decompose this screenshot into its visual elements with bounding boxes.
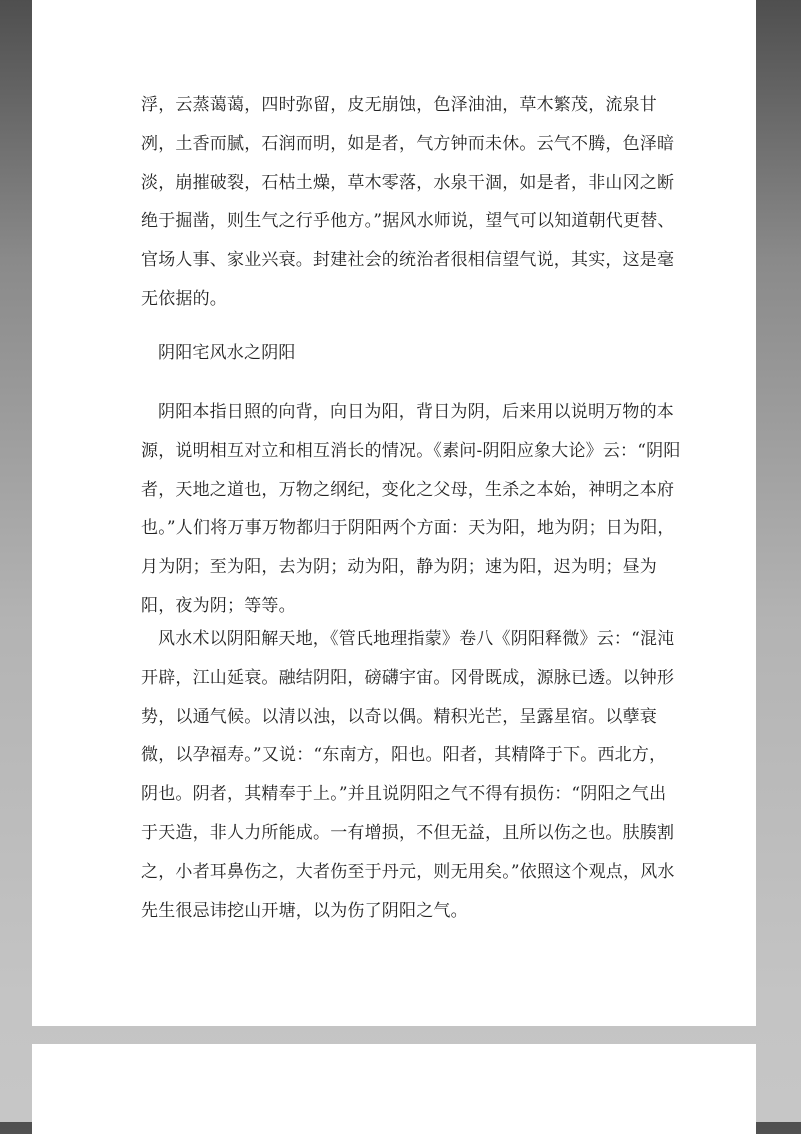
paragraph-text: 阴阳本指日照的向背，向日为阳，背日为阴，后来用以说明万物的本源，说明相互对立和相互消长的情况。《素问-阴阳应象大论》云：“阴阳者，天地之道也，万物之纲纪，变化之父母，生杀之本始，神明之本府也。”人们将万事万物都归于阴阳两个方面：天为阳，地为阴；日为阳，月为阴；至为阳，去为阴；动为阳，静为阴；速为阳，迟为明；昼为阳，夜为阴；等等。 (141, 402, 681, 616)
section-heading (141, 334, 681, 373)
next-document-page (32, 1044, 756, 1134)
paragraph-fengshui-yinyang (141, 620, 681, 930)
document-page (32, 0, 756, 1026)
paragraph-continuation (141, 86, 681, 319)
paragraph-yinyang-definition (141, 393, 681, 626)
paragraph-text: 风水术以阴阳解天地，《管氏地理指蒙》卷八《阴阳释微》云：“混沌开辟，江山延衰。融结阴阳，磅礴宇宙。冈骨既成，源脉已透。以钟形势，以通气候。以清以浊，以奇以偶。精积光芒，呈露星宿。以孽衰微，以孕福寿。”又说：“东南方，阳也。阳者，其精降于下。西北方，阴也。阴者，其精奉于上。”并且说阴阳之气不得有损伤：“阴阳之气出于天造，非人力所能成。一有增损，不但无益，且所以伤之也。肤腠割之，小者耳鼻伤之，大者伤至于丹元，则无用矣。”依照这个观点，风水先生很忌讳挖山开塘，以为伤了阴阳之气。 (141, 629, 675, 921)
paragraph-text: 浮，云蒸蔼蔼，四时弥留，皮无崩蚀，色泽油油，草木繁茂，流泉甘冽，土香而腻，石润而明，如是者，气方钟而未休。云气不腾，色泽暗淡，崩摧破裂，石枯土燥，草木零落，水泉干涸，如是者，非山冈之断绝于掘凿，则生气之行乎他方。”据风水师说，望气可以知道朝代更替、官场人事、家业兴衰。封建社会的统治者很相信望气说，其实，这是毫无依据的。 (141, 95, 675, 309)
section-heading-text: 阴阳宅风水之阴阳 (158, 343, 296, 363)
